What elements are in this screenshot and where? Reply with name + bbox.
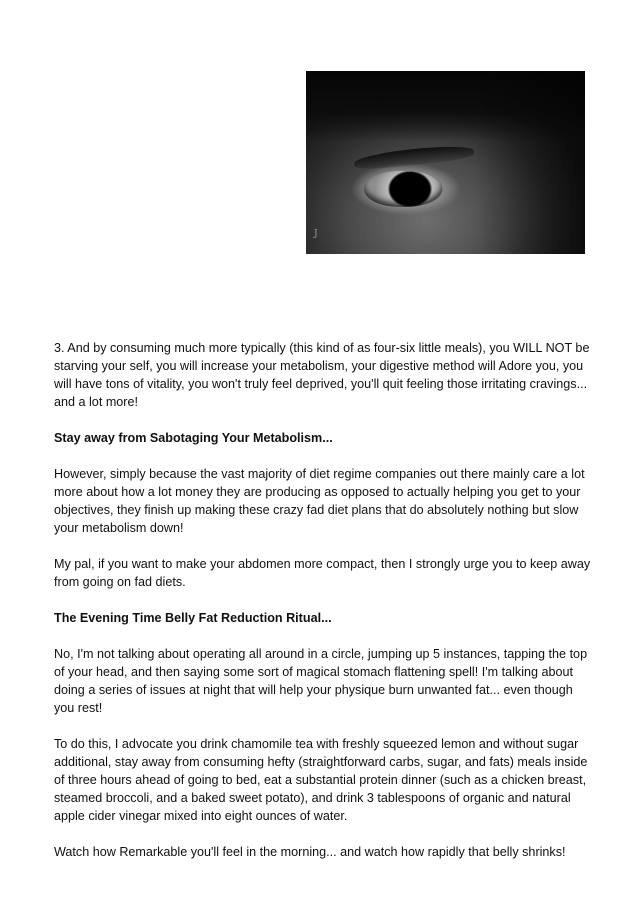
article-body [54, 339, 594, 879]
paragraph-watch: Watch how Remarkable you'll feel in the morning... and watch how rapidly that belly shrinks! [54, 845, 566, 859]
paragraph-consuming-more: 3. And by consuming much more typically (this kind of as four-six little meals), you WILL NOT be starving your self, you will increase your metabolism, your digestive method will Adore you, you will have tons of vitality, you won't truly feel deprived, you'll quit feeling those irritating cravings... and a lot more! [54, 341, 590, 409]
heading-sabotaging-metabolism: Stay away from Sabotaging Your Metabolism... [54, 431, 333, 445]
eye-photo [306, 71, 585, 254]
photo-side-shadow [475, 71, 585, 254]
paragraph-fad-diets: My pal, if you want to make your abdomen more compact, then I strongly urge you to keep away from going on fad diets. [54, 557, 591, 589]
photo-eye [364, 171, 442, 207]
paragraph-not-talking: No, I'm not talking about operating all around in a circle, jumping up 5 instances, tapping the top of your head, and then saying some sort of magical stomach flattening spell! I'm talking about doing a series of issues at night that will help your physique burn unwanted fat... even though you rest! [54, 647, 588, 715]
photo-eyebrow [353, 143, 474, 171]
photo-watermark: J [314, 229, 318, 239]
paragraph-advocate: To do this, I advocate you drink chamomile tea with freshly squeezed lemon and without sugar additional, stay away from consuming hefty (straightforward carbs, sugar, and fats) meals inside of three hours ahead of going to bed, eat a substantial protein dinner (such as a chicken breast, steamed broccoli, and a baked sweet potato), and drink 3 tablespoons of organic and natural apple cider vinegar mixed into eight ounces of water. [54, 737, 588, 823]
heading-evening-ritual: The Evening Time Belly Fat Reduction Ritual... [54, 611, 332, 625]
paragraph-diet-companies: However, simply because the vast majority of diet regime companies out there mainly care a lot more about how a lot money they are producing as opposed to actually helping you get to your objectives, they finish up making these crazy fad diet plans that do absolutely nothing but slow your metabolism down! [54, 467, 585, 535]
